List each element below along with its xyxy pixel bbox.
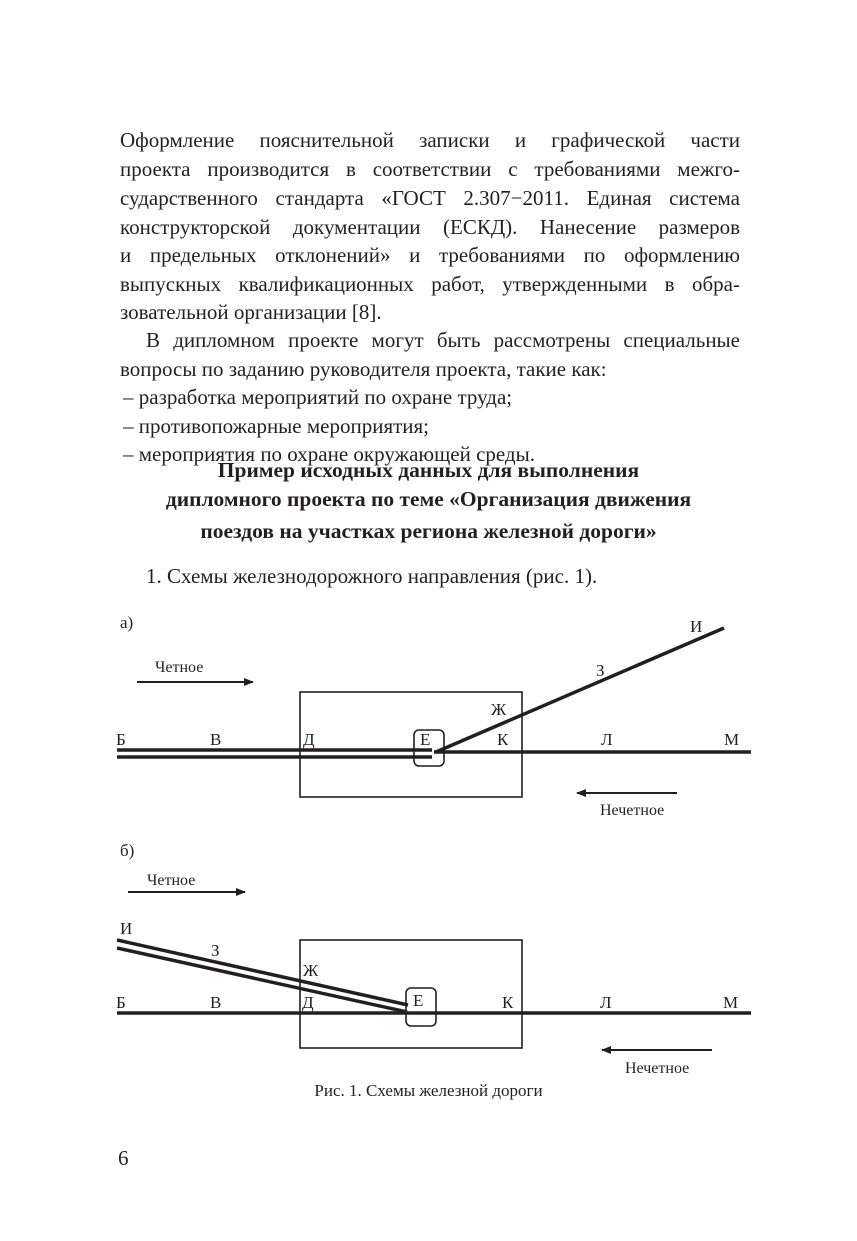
point-label: З (211, 941, 220, 960)
heading-line: дипломного проекта по теме «Организация движения (165, 487, 692, 511)
point-label: Д (302, 993, 314, 1012)
odd-direction-label: Нечетное (625, 1060, 690, 1077)
station-box (300, 692, 522, 797)
diagram-label: а) (120, 613, 134, 632)
point-label: Б (116, 993, 126, 1012)
point-label: М (724, 730, 740, 749)
point-label: И (690, 617, 703, 636)
point-label: К (497, 730, 509, 749)
point-label: В (210, 730, 222, 749)
item-1: 1. Схемы железнодорожного направления (рис. 1). (146, 564, 598, 588)
page-number: 6 (118, 1146, 129, 1170)
point-label: И (120, 919, 133, 938)
diagram-label: б) (120, 841, 135, 860)
branch-track (117, 940, 408, 1005)
point-label: Ж (491, 700, 507, 719)
text-line: и предельных отклонений» и требованиями по оформлению (120, 243, 740, 267)
text-line: В дипломном проекте могут быть рассмотрены специальные (146, 328, 740, 352)
even-direction-label: Четное (155, 659, 204, 676)
diagram-a (116, 613, 751, 819)
point-label: Д (303, 730, 315, 749)
point-label: Ж (303, 961, 319, 980)
list-item: – разработка мероприятий по охране труда; (123, 385, 513, 409)
diagram-b (116, 841, 751, 1077)
heading-line: Пример исходных данных для выполнения (217, 458, 640, 482)
point-label: З (596, 661, 605, 680)
text-line: проекта производится в соответствии с требованиями межго- (120, 157, 740, 181)
point-label: К (502, 993, 514, 1012)
heading-line: поездов на участках региона железной дороги» (200, 519, 657, 543)
point-label: В (210, 993, 222, 1012)
text-line: выпускных квалификационных работ, утвержденными в обра- (120, 272, 740, 296)
list-item: – противопожарные мероприятия; (123, 414, 430, 438)
point-label: М (723, 993, 739, 1012)
odd-direction-label: Нечетное (600, 802, 665, 819)
text-line: зовательной организации [8]. (120, 300, 382, 324)
branch-track (117, 948, 407, 1012)
branch-track (436, 628, 724, 752)
even-direction-label: Четное (147, 872, 196, 889)
point-label: Е (413, 991, 424, 1010)
point-label: Л (601, 730, 613, 749)
point-label: Б (116, 730, 126, 749)
text-line: сударственного стандарта «ГОСТ 2.307−2011. Единая система (120, 186, 740, 210)
point-label: Е (420, 730, 431, 749)
point-label: Л (600, 993, 612, 1012)
list-item: – мероприятия по охране окружающей среды. (123, 442, 535, 466)
text: Оформление пояснительной записки и графической части (120, 128, 740, 152)
figure-caption: Рис. 1. Схемы железной дороги (314, 1081, 543, 1100)
text-line: конструкторской документации (ЕСКД). Нанесение размеров (120, 215, 740, 239)
text-line: вопросы по заданию руководителя проекта, такие как: (120, 357, 607, 381)
